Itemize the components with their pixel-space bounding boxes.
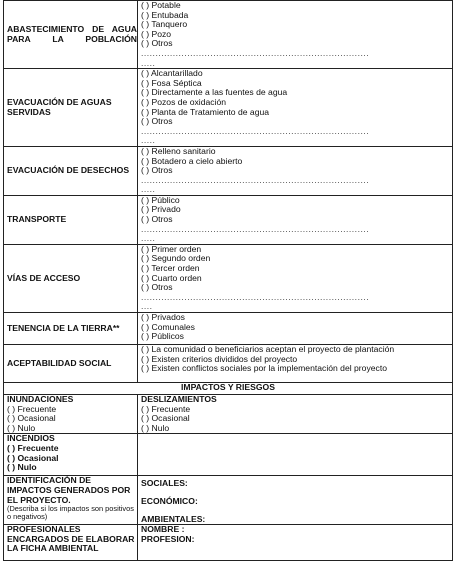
- row-label-transport: TRANSPORTE: [4, 195, 138, 244]
- row-land-tenure: [4, 313, 453, 345]
- row-impact-identification: [4, 476, 453, 525]
- fires-cell: [4, 434, 138, 476]
- row-label-water-supply: ABASTECIMIENTO DE AGUA PARA LA POBLACIÓN: [4, 1, 138, 69]
- row-wastewater: [4, 69, 453, 147]
- profession-field[interactable]: PROFESION:: [141, 533, 195, 544]
- option[interactable]: ( ) Público: [141, 194, 180, 205]
- dotted-line[interactable]: .....: [141, 136, 156, 146]
- option[interactable]: ( ) Otros: [141, 165, 173, 176]
- option[interactable]: ( ) Frecuente: [7, 442, 59, 453]
- option[interactable]: ( ) Otros: [141, 116, 173, 127]
- row-label-wastewater: EVACUACIÓN DE AGUAS SERVIDAS: [4, 69, 138, 147]
- option[interactable]: ( ) Comunales: [141, 321, 195, 332]
- option[interactable]: ( ) Botadero a cielo abierto: [141, 155, 243, 166]
- option[interactable]: ( ) Planta de Tratamiento de agua: [141, 106, 270, 117]
- identification-cell: [4, 476, 138, 525]
- option[interactable]: ( ) Ocasional: [141, 413, 190, 424]
- option[interactable]: ( ) Relleno sanitario: [141, 145, 216, 156]
- row-label-waste-disposal: EVACUACIÓN DE DESECHOS: [4, 146, 138, 195]
- option[interactable]: ( ) Entubada: [141, 9, 189, 20]
- environmental-form-table: [3, 0, 453, 561]
- impacts-heading: IMPACTOS Y RIESGOS: [4, 383, 453, 395]
- option[interactable]: ( ) Tanquero: [141, 19, 188, 30]
- option[interactable]: ( ) Ocasional: [7, 413, 56, 424]
- row-impacts-heading: [4, 383, 453, 395]
- dotted-line[interactable]: .....: [141, 234, 156, 244]
- option[interactable]: ( ) Segundo orden: [141, 253, 211, 264]
- option[interactable]: ( ) Tercer orden: [141, 263, 200, 274]
- professionals-fields: [138, 525, 453, 561]
- option[interactable]: ( ) Potable: [141, 0, 181, 10]
- row-floods-landslides: [4, 395, 453, 434]
- dotted-line[interactable]: ...............................................................................: [141, 48, 370, 58]
- option[interactable]: ( ) Cuarto orden: [141, 272, 202, 283]
- row-access-roads: [4, 244, 453, 312]
- option[interactable]: ( ) Existen criterios divididos del proyecto: [141, 353, 298, 364]
- row-options-water-supply: [138, 1, 453, 69]
- option[interactable]: ( ) Alcantarillado: [141, 68, 203, 79]
- row-social-acceptability: [4, 345, 453, 383]
- fires-title: INCENDIOS: [7, 433, 55, 444]
- row-water-supply: [4, 1, 453, 69]
- environmental-field[interactable]: AMBIENTALES:: [141, 513, 206, 524]
- professionals-label: PROFESIONALES ENCARGADOS DE ELABORAR LA FICHA AMBIENTAL: [7, 524, 135, 554]
- row-options-land-tenure: [138, 313, 453, 345]
- row-options-waste-disposal: [138, 146, 453, 195]
- dotted-line[interactable]: .....: [141, 185, 156, 195]
- option[interactable]: ( ) Otros: [141, 214, 173, 225]
- dotted-line[interactable]: ...............................................................................: [141, 224, 370, 234]
- identification-fields: [138, 476, 453, 525]
- option[interactable]: ( ) Nulo: [141, 422, 170, 433]
- option[interactable]: ( ) Otros: [141, 38, 173, 49]
- row-label-access-roads: VÍAS DE ACCESO: [4, 244, 138, 312]
- social-field[interactable]: SOCIALES:: [141, 478, 188, 489]
- option[interactable]: ( ) Nulo: [7, 462, 37, 473]
- option[interactable]: ( ) Privados: [141, 312, 185, 322]
- option[interactable]: ( ) Privado: [141, 204, 181, 215]
- option[interactable]: ( ) Frecuente: [141, 403, 191, 414]
- professionals-cell: [4, 525, 138, 561]
- landslides-cell: [138, 395, 453, 434]
- identification-label: IDENTIFICACIÓN DE IMPACTOS GENERADOS POR EL PROYECTO.: [7, 475, 131, 505]
- option[interactable]: ( ) Frecuente: [7, 403, 57, 414]
- row-options-wastewater: [138, 69, 453, 147]
- option[interactable]: ( ) La comunidad o beneficiarios aceptan el proyecto de plantación: [141, 344, 395, 354]
- option[interactable]: ( ) Fosa Séptica: [141, 77, 202, 88]
- dotted-line[interactable]: ...............................................................................: [141, 175, 370, 185]
- row-label-land-tenure: TENENCIA DE LA TIERRA**: [4, 313, 138, 345]
- option[interactable]: ( ) Existen conflictos sociales por la implementación del proyecto: [141, 363, 387, 374]
- option[interactable]: ( ) Directamente a las fuentes de agua: [141, 87, 288, 98]
- row-options-transport: [138, 195, 453, 244]
- row-label-social-acceptability: ACEPTABILIDAD SOCIAL: [4, 345, 138, 383]
- option[interactable]: ( ) Nulo: [7, 422, 36, 433]
- floods-title: INUNDACIONES: [7, 394, 74, 404]
- dotted-line[interactable]: ...............................................................................: [141, 126, 370, 136]
- row-waste-disposal: [4, 146, 453, 195]
- row-professionals: [4, 525, 453, 561]
- row-transport: [4, 195, 453, 244]
- row-options-access-roads: [138, 244, 453, 312]
- option[interactable]: ( ) Ocasional: [7, 452, 59, 463]
- option[interactable]: ( ) Públicos: [141, 331, 184, 342]
- row-options-social-acceptability: [138, 345, 453, 383]
- option[interactable]: ( ) Otros: [141, 282, 173, 293]
- fires-empty-cell[interactable]: [138, 434, 453, 476]
- economic-field[interactable]: ECONÓMICO:: [141, 495, 198, 506]
- dotted-line[interactable]: ....: [141, 302, 153, 312]
- identification-note: (Describa si los impactos son positivos o negativos): [7, 504, 134, 522]
- dotted-line[interactable]: ...............................................................................: [141, 292, 370, 302]
- option[interactable]: ( ) Primer orden: [141, 243, 202, 254]
- floods-cell: [4, 395, 138, 434]
- landslides-title: DESLIZAMIENTOS: [141, 394, 217, 404]
- option[interactable]: ( ) Pozos de oxidación: [141, 96, 227, 107]
- name-field[interactable]: NOMBRE :: [141, 524, 185, 535]
- dotted-line[interactable]: .....: [141, 58, 156, 68]
- row-fires: [4, 434, 453, 476]
- option[interactable]: ( ) Pozo: [141, 28, 172, 39]
